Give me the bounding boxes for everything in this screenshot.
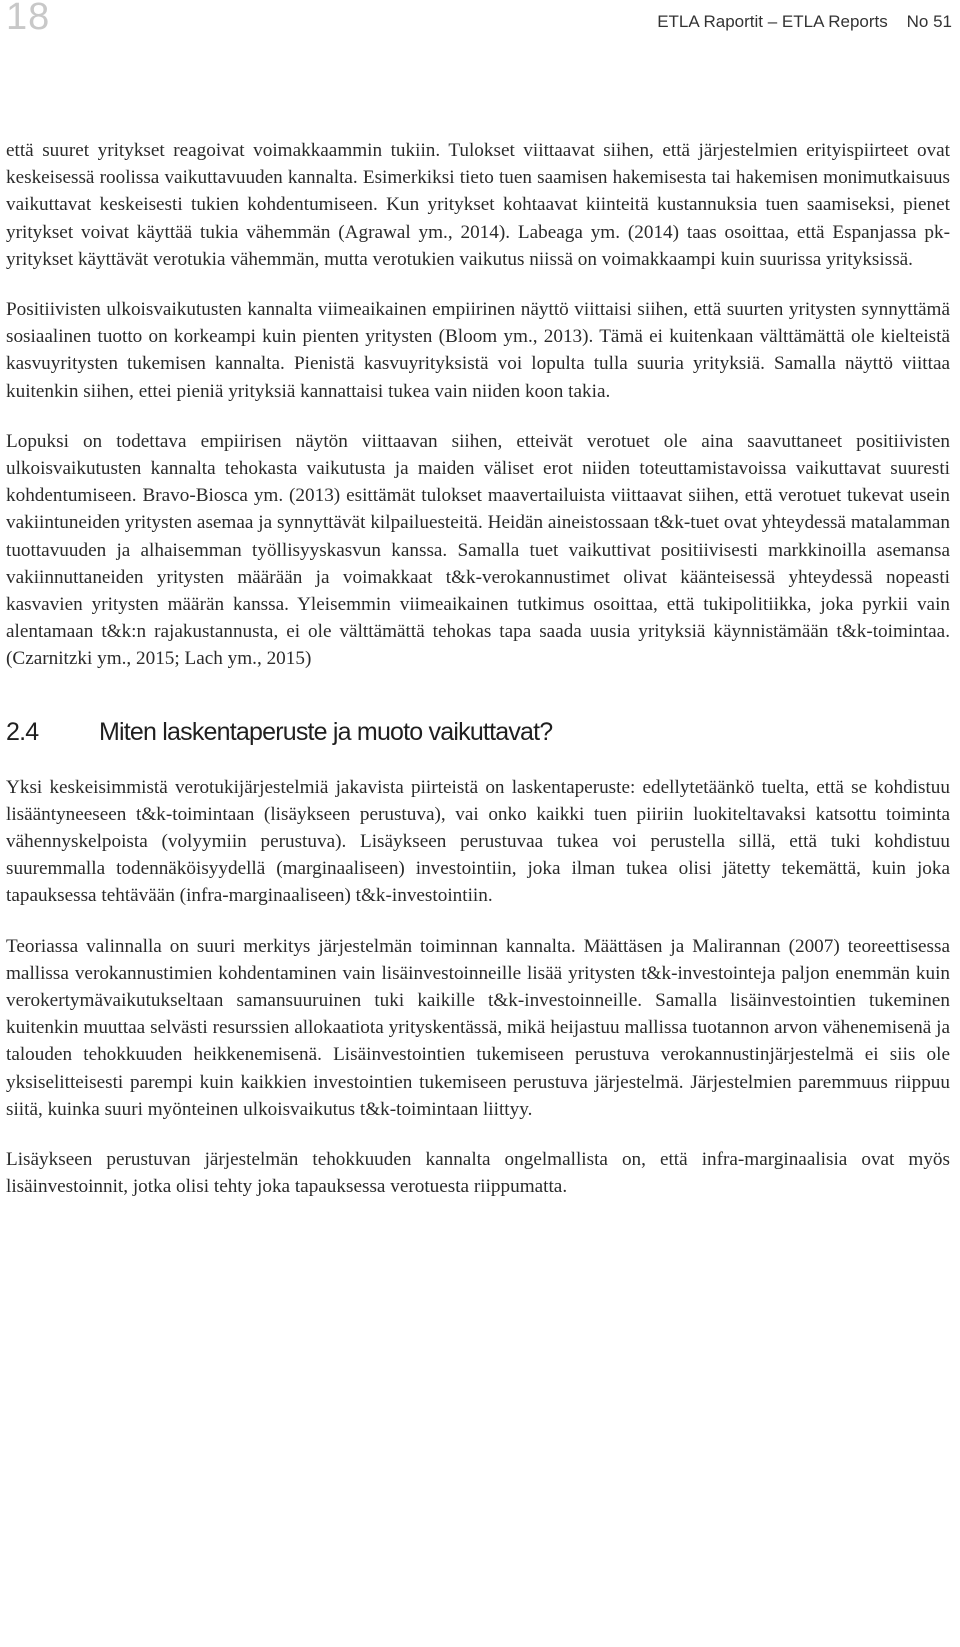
page-header <box>0 0 960 46</box>
body-paragraph: Lisäykseen perustuvan järjestelmän tehokkuuden kannalta ongelmallista on, että infra-marginaalisia ovat myös lisäinvestoinnit, jotka olisi tehty joka tapauksessa verotuesta riippumatta. <box>6 1149 950 1198</box>
section-heading <box>6 717 950 747</box>
body-paragraph: että suuret yritykset reagoivat voimakkaammin tukiin. Tulokset viittaavat siihen, että järjestelmien erityispiirteet ovat keskeisessä roolissa vaikuttavuuden kannalta. Esimerkiksi tieto tuen saamisen hakemisesta tai hakemisen monimutkaisuus vaikuttavat keskeisesti tukien kohdentumiseen. Kun yritykset kohtaavat kiinteitä kustannuksia tuen saamiseksi, pienet yritykset voivat käyttää tukia vähemmän (Agrawal ym., 2014). Labeaga ym. (2014) taas osoittaa, että Espanjassa pk-yritykset käyttävät verotukia vähemmän, mutta verotukien vaikutus niissä on voimakkaampi kuin suurissa yrityksissä. <box>6 140 950 270</box>
body-paragraph: Lopuksi on todettava empiirisen näytön viittaavan siihen, etteivät verotuet ole aina saavuttaneet positiivisten ulkoisvaikutusten kannalta tehokasta vaikutusta ja maiden väliset erot niiden toteuttamistavoissa vaikuttavat suuresti kohdentumiseen. Bravo-Biosca ym. (2013) esittämät tulokset maavertailuista viittaavat siihen, että verotuet tukevat usein vakiintuneiden yritysten asemaa ja synnyttävät kilpailuesteitä. Heidän aineistossaan t&k-tuet ovat yhteydessä matalamman tuottavuuden ja alhaisemman työllisyyskasvun kanssa. Samalla tuet vaikuttivat positiivisesti markkinoilla asemansa vakiinnuttaneiden yritysten määrään ja voimakkaat t&k-verokannustimet olivat käänteisessä yhteydessä nopeasti kasvavien yritysten määrän kanssa. Yleisemmin viimeaikainen tutkimus osoittaa, että tukipolitiikka, joka pyrkii vain alentamaan t&k:n rajakustannusta, ei ole välttämättä tehokas tapa saada uusia yrityksiä käynnistämään t&k-toimintaa. (Czarnitzki ym., 2015; Lach ym., 2015) <box>6 430 950 670</box>
running-head: ETLA Raportit – ETLA Reports No 51 <box>657 12 952 31</box>
body-paragraph: Positiivisten ulkoisvaikutusten kannalta viimeaikainen empiirinen näyttö viittaisi siihen, että suurten yritysten synnyttämä sosiaalinen tuotto on korkeampi kuin pienten yritysten (Bloom ym., 2013). Tämä ei kuitenkaan välttämättä ole kielteistä kasvuyritysten tukemisen kannalta. Pienistä kasvuyrityksistä voi lopulta tulla suuria yrityksiä. Samalla näyttö viittaa kuitenkin siihen, ettei pieniä yrityksiä kannattaisi tukea vain niiden koon takia. <box>6 299 950 402</box>
section-title: Miten laskentaperuste ja muoto vaikuttavat? <box>99 717 553 746</box>
body-paragraph: Yksi keskeisimmistä verotukijärjestelmiä jakavista piirteistä on laskentaperuste: edellytetäänkö tuelta, että se kohdistuu lisääntyneeseen t&k-toimintaan (lisäykseen perustuva), vai onko kaikki tuen piiriin luokiteltavaksi katsottu toiminta vähennyskelpoista (volyymiin perustuva). Lisäykseen perustuvaa tukea voi perustella sillä, että tuki kohdistuu suuremmalla todennäköisyydellä (marginaaliseen) investointiin, joka ilman tukea olisi jätetty tekemättä, kuin joka tapauksessa tehtävään (infra-marginaaliseen) t&k-investointiin. <box>6 776 950 907</box>
page-content <box>6 137 950 1224</box>
page-number: 18 <box>6 0 51 38</box>
body-paragraph: Teoriassa valinnalla on suuri merkitys järjestelmän toiminnan kannalta. Määttäsen ja Malirannan (2007) teoreettisessa mallissa verokannustimien kohdentaminen vain lisäinvestoinneille lisää yritysten t&k-investointeja paljon enemmän kuin verokertymävaikutukseltaan samansuuruinen tuki kaikille t&k-investoinneille. Samalla lisäinvestointien tukeminen kuitenkin muuttaa selvästi resurssien allokaatiota yrityskentässä, mikä heijastuu mallissa tuotannon arvon vähenemisenä ja talouden tehokkuuden heikkenemisenä. Lisäinvestointien tukemiseen perustuva verokannustinjärjestelmä ei siis ole yksiselitteisesti parempi kuin kaikkien investointien tukemiseen perustuva järjestelmä. Järjestelmien paremmuus riippuu siitä, kuinka suuri myönteinen ulkoisvaikutus t&k-toimintaan liittyy. <box>6 935 950 1120</box>
section-number: 2.4 <box>6 717 39 746</box>
